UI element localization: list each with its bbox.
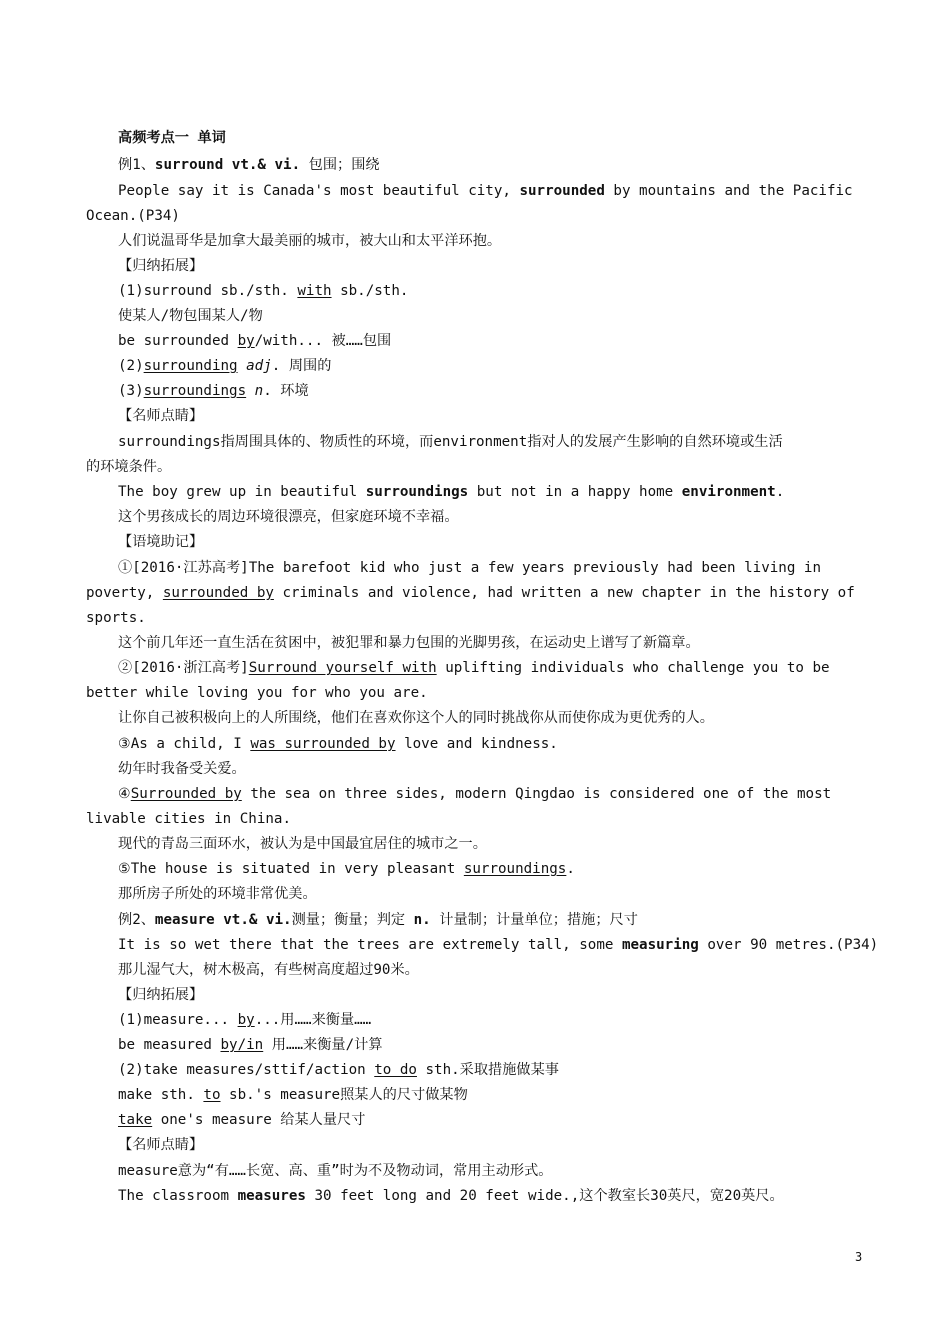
underlined-text: by — [237, 333, 255, 349]
text-line — [118, 960, 419, 980]
bold-text: surrounded — [519, 183, 605, 199]
text-segment: . — [566, 861, 575, 877]
text-segment: love and kindness. — [395, 736, 558, 752]
page-number: 3 — [855, 1250, 863, 1264]
text-line — [118, 708, 714, 728]
text-line — [86, 608, 146, 628]
bold-text: measure vt.& vi. — [154, 912, 292, 928]
text-line — [86, 583, 855, 603]
text-line — [118, 910, 638, 930]
text-line — [118, 507, 459, 527]
underlined-text: by — [237, 1012, 255, 1028]
text-segment: adj — [246, 358, 272, 374]
underlined-text: take — [118, 1112, 153, 1128]
text-line — [118, 256, 203, 276]
text-segment: 例2、 — [118, 912, 155, 928]
text-line — [118, 633, 700, 653]
text-line — [118, 1110, 365, 1130]
text-line — [118, 1135, 203, 1155]
text-segment: (3) — [118, 383, 144, 399]
text-segment: make sth. — [118, 1087, 204, 1103]
text-line — [118, 281, 408, 301]
text-line — [118, 935, 878, 955]
text-segment: sb.'s measure照某人的尺寸做某物 — [220, 1087, 468, 1103]
text-segment: 【名师点睛】 — [118, 1137, 204, 1153]
underlined-text: surroundings — [143, 383, 247, 399]
text-segment: sb./sth. — [331, 283, 409, 299]
text-line — [118, 432, 783, 452]
text-line — [118, 181, 853, 201]
bold-text: n. — [413, 912, 431, 928]
text-segment: 例1、 — [118, 157, 155, 173]
text-segment: . 环境 — [263, 383, 309, 399]
text-segment: the sea on three sides, modern Qingdao is considered one of the most — [241, 786, 832, 802]
text-segment: People say it is Canada's most beautiful city, — [118, 183, 520, 199]
underlined-text: Surrounded by — [130, 786, 242, 802]
text-segment: 人们说温哥华是加拿大最美丽的城市，被大山和太平洋环抱。 — [118, 233, 502, 249]
bold-text: measuring — [621, 937, 699, 953]
underlined-text: surroundings — [463, 861, 567, 877]
bold-text: environment — [681, 484, 776, 500]
text-segment: measure意为“有……长宽、高、重”时为不及物动词，常用主动形式。 — [118, 1163, 553, 1179]
underlined-text: surrounding — [143, 358, 238, 374]
text-segment: be measured — [118, 1037, 221, 1053]
text-line — [118, 734, 558, 754]
text-segment: 那儿湿气大，树木极高，有些树高度超过90米。 — [118, 962, 419, 978]
underlined-text: by/in — [220, 1037, 264, 1053]
text-line — [118, 558, 821, 578]
text-segment — [246, 383, 255, 399]
text-segment: 【语境助记】 — [118, 534, 204, 550]
text-segment: by mountains and the Pacific — [604, 183, 853, 199]
text-segment: It is so wet there that the trees are extremely tall, some — [118, 937, 622, 953]
text-line — [118, 1060, 559, 1080]
text-line — [118, 834, 487, 854]
underlined-text: to — [203, 1087, 221, 1103]
text-segment: better while loving you for who you are. — [86, 685, 428, 701]
text-segment: . 周围的 — [271, 358, 332, 374]
text-segment: 那所房子所处的环境非常优美。 — [118, 886, 317, 902]
text-line — [118, 155, 380, 175]
text-line — [118, 306, 263, 326]
text-segment: 【名师点睛】 — [118, 408, 204, 424]
text-line — [118, 231, 501, 251]
text-line — [118, 784, 831, 804]
bold-text: measures — [237, 1188, 306, 1204]
text-segment: The classroom — [118, 1188, 238, 1204]
text-segment: 现代的青岛三面环水，被认为是中国最宜居住的城市之一。 — [118, 836, 487, 852]
underlined-text: surrounded by — [162, 585, 274, 601]
text-line — [118, 884, 317, 904]
text-segment: 用……来衡量/计算 — [263, 1037, 383, 1053]
text-line — [118, 859, 575, 879]
text-line — [86, 206, 180, 226]
text-segment: 【归纳拓展】 — [118, 258, 204, 274]
text-line — [118, 759, 246, 779]
text-segment: uplifting individuals who challenge you to be — [436, 660, 830, 676]
bold-text: surround vt.& vi. — [154, 157, 301, 173]
text-line — [118, 128, 226, 148]
text-line — [118, 356, 331, 376]
text-segment: n — [254, 383, 264, 399]
text-segment: The boy grew up in beautiful — [118, 484, 366, 500]
text-segment: 使某人/物包围某人/物 — [118, 308, 263, 324]
text-segment: 30 feet long and 20 feet wide.,这个教室长30英尺，宽20英尺。 — [305, 1188, 784, 1204]
underlined-text: was surrounded by — [250, 736, 396, 752]
text-segment: ④ — [118, 786, 131, 802]
text-segment: over 90 metres.(P34) — [698, 937, 879, 953]
text-segment: 这个男孩成长的周边环境很漂亮，但家庭环境不幸福。 — [118, 509, 459, 525]
text-line — [86, 457, 171, 477]
text-line — [118, 532, 203, 552]
text-segment: criminals and violence, had written a new chapter in the history of — [273, 585, 855, 601]
text-segment: Ocean.(P34) — [86, 208, 180, 224]
underlined-text: with — [297, 283, 332, 299]
text-segment: sth.采取措施做某事 — [416, 1062, 559, 1078]
text-segment: 测量；衡量；判定 — [291, 912, 414, 928]
text-segment: livable cities in China. — [86, 811, 291, 827]
text-segment: 的环境条件。 — [86, 459, 172, 475]
text-segment: ⑤The house is situated in very pleasant — [118, 861, 464, 877]
underlined-text: to do — [374, 1062, 417, 1078]
text-line — [118, 1010, 371, 1030]
text-segment: 这个前几年还一直生活在贫困中，被犯罪和暴力包围的光脚男孩，在运动史上谱写了新篇章。 — [118, 635, 700, 651]
text-segment: /with... 被……包围 — [254, 333, 392, 349]
text-line — [118, 1161, 552, 1181]
text-segment: 计量制；计量单位；措施；尺寸 — [430, 912, 638, 928]
text-segment: ①[2016·江苏高考]The barefoot kid who just a few years previously had been living in — [118, 560, 822, 576]
text-line — [86, 809, 291, 829]
text-segment: . — [775, 484, 785, 500]
text-line — [118, 1035, 383, 1055]
text-segment: (1)measure... — [118, 1012, 238, 1028]
text-line — [118, 381, 309, 401]
text-segment: (1)surround sb./sth. — [118, 283, 298, 299]
text-segment: (2)take measures/sttif/action — [118, 1062, 375, 1078]
underlined-text: Surround yourself with — [248, 660, 437, 676]
text-segment: 让你自己被积极向上的人所围绕，他们在喜欢你这个人的同时挑战你从而使你成为更优秀的人。 — [118, 710, 714, 726]
text-segment: 包围；围绕 — [300, 157, 380, 173]
text-line — [118, 1085, 468, 1105]
text-line — [118, 482, 784, 502]
text-line — [118, 1186, 784, 1206]
text-segment: sports. — [86, 610, 146, 626]
text-segment: 幼年时我备受关爱。 — [118, 761, 246, 777]
text-segment: 【归纳拓展】 — [118, 987, 204, 1003]
text-segment: be surrounded — [118, 333, 238, 349]
text-segment: but not in a happy home — [468, 484, 682, 500]
bold-text: surroundings — [365, 484, 469, 500]
text-line — [118, 331, 391, 351]
text-line — [118, 985, 203, 1005]
text-segment: surroundings指周围具体的、物质性的环境，而environment指对人的发展产生影响的自然环境或生活 — [118, 434, 783, 450]
text-segment: ②[2016·浙江高考] — [118, 660, 249, 676]
text-segment: one's measure 给某人量尺寸 — [152, 1112, 366, 1128]
text-segment: (2) — [118, 358, 144, 374]
text-segment: poverty, — [86, 585, 163, 601]
text-line — [118, 658, 830, 678]
text-line — [118, 406, 203, 426]
text-segment — [238, 358, 247, 374]
bold-text: 高频考点一 单词 — [118, 130, 226, 146]
text-line — [86, 683, 428, 703]
text-segment: ③As a child, I — [118, 736, 251, 752]
text-segment: ...用……来衡量…… — [254, 1012, 372, 1028]
